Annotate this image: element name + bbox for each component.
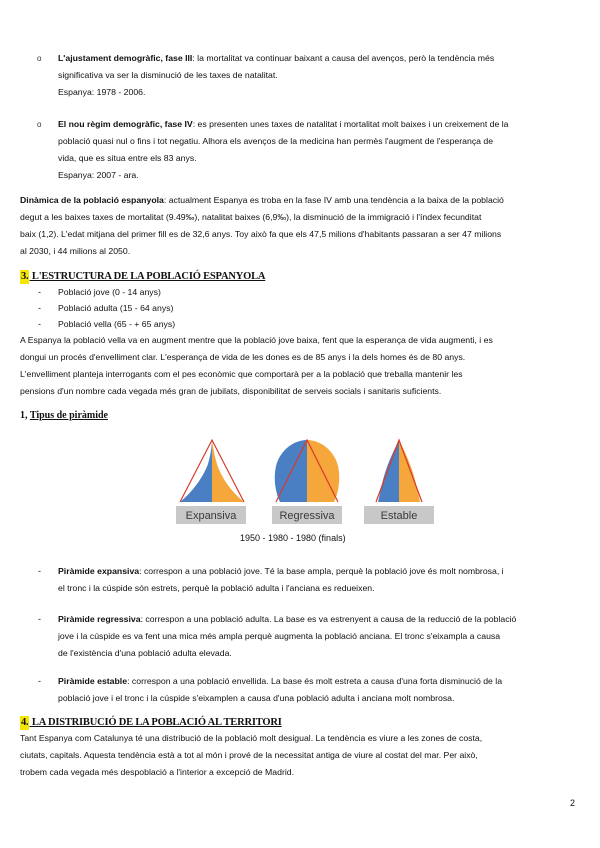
- dinamica-text-3: baix (1,2). L'edat mitjana del primer fill es de 32,6 anys. Toy això fa que els 47,5 milions d'habitants passaran a ser 47 milions: [20, 229, 502, 239]
- type-regressiva-title: Piràmide regressiva: [58, 614, 141, 624]
- phase-iv-title: El nou règim demogràfic, fase IV: [58, 119, 193, 129]
- list-dash: -: [38, 676, 41, 686]
- section-3-title: L'ESTRUCTURA DE LA POBLACIÓ ESPANYOLA: [29, 271, 266, 282]
- phase-iii-title: L'ajustament demogràfic, fase III: [58, 53, 193, 63]
- phase-iv-text-3: vida, que es situa entre els 83 anys.: [58, 153, 197, 163]
- page-number: 2: [570, 798, 576, 808]
- pyramid-types-title: Tipus de piràmide: [29, 410, 108, 421]
- type-estable-item: [58, 673, 588, 707]
- pyramid-types-heading: [20, 409, 108, 423]
- type-expansiva-text: : correspon a una població jove. Té la base ampla, perquè la població jove és molt nombrosa, i: [139, 566, 504, 576]
- type-estable-title: Piràmide estable: [58, 676, 128, 686]
- phase-iv-text: : es presenten unes taxes de natalitat i mortalitat molt baixes i un creixement de la: [192, 119, 509, 129]
- section-4-text-2: ciutats, capitals. Aquesta tendència està a tot al món i prové de la necessitat antiga de viure al costat del mar. Per això,: [20, 750, 478, 760]
- figure-caption: 1950 - 1980 - 1980 (finals): [240, 533, 346, 543]
- regressiva-label: Regressiva: [279, 510, 335, 522]
- section-3-heading: [20, 270, 265, 284]
- expansiva-pyramid: [180, 440, 244, 502]
- phase-iii-text-2: significativa va ser la disminució de les taxes de natalitat.: [58, 70, 278, 80]
- section-3-number: 3.: [21, 271, 29, 282]
- list-dash: -: [38, 287, 41, 297]
- type-expansiva-title: Piràmide expansiva: [58, 566, 140, 576]
- type-regressiva-text-3: de l'existència d'una població adulta elevada.: [58, 648, 232, 658]
- type-estable-text: : correspon a una població envellida. La base és molt estreta a causa d'una forta disminució de la: [127, 676, 503, 686]
- phase-iii-years: Espanya: 1978 - 2006.: [58, 87, 146, 97]
- list-item: Població jove (0 - 14 anys): [58, 287, 161, 297]
- dinamica-text: : actualment Espanya es troba en la fase IV amb una tendència a la baixa de la població: [163, 195, 504, 205]
- section-3-text-2: dongui un procés d'envelliment clar. L'esperança de vida de les dones es de 85 anys i la dels homes és de 80 anys.: [20, 352, 466, 362]
- dinamica-paragraph: [20, 192, 580, 260]
- estable-pyramid: [376, 440, 422, 502]
- dinamica-title: Dinàmica de la població espanyola: [20, 195, 164, 205]
- section-4-number: 4.: [21, 717, 29, 728]
- expansiva-label: Expansiva: [185, 510, 237, 522]
- list-item: Població adulta (15 - 64 anys): [58, 303, 174, 313]
- type-expansiva-item: [58, 563, 588, 597]
- section-4-title: LA DISTRIBUCIÓ DE LA POBLACIÓ AL TERRITORI: [29, 717, 282, 728]
- section-4-text-1: Tant Espanya com Catalunya té una distribució de la població molt desigual. La tendència es viure a les zones de costa,: [20, 733, 483, 743]
- list-dash: -: [38, 303, 41, 313]
- dinamica-text-4: al 2030, i 44 milions al 2050.: [20, 246, 131, 256]
- pyramid-figure: [172, 436, 442, 526]
- list-dash: -: [38, 319, 41, 329]
- section-3-paragraph: [20, 332, 585, 400]
- section-4-paragraph: [20, 730, 585, 781]
- section-4-text-3: trobem cada vegada més despoblació a l'interior a excepció de Madrid.: [20, 767, 295, 777]
- phase-iv-item: [58, 116, 578, 184]
- type-regressiva-text-2: jove i la cúspide es va fent una mica més ampla perquè augmenta la població anciana. El tronc s'eixampla a causa: [58, 631, 501, 641]
- pyramid-types-number: 1,: [20, 410, 28, 421]
- type-estable-text-2: població jove i el tronc i la cúspide s'eixamplen a causa d'una població adulta i anciana molt nombrosa.: [58, 693, 455, 703]
- bullet-circle: o: [37, 54, 42, 63]
- phase-iv-years: Espanya: 2007 - ara.: [58, 170, 139, 180]
- section-3-text-4: pensions d'un nombre cada vegada més gran de jubilats, disponibilitat de serveis socials i sanitaris suficients.: [20, 386, 442, 396]
- section-3-text-1: A Espanya la població vella va en augment mentre que la població jove baixa, fent que la esperança de vida augmenti, i es: [20, 335, 493, 345]
- estable-label: Estable: [380, 510, 418, 522]
- dinamica-text-2: degut a les baixes taxes de mortalitat (9.49‰), natalitat baixes (6,9‰), la disminució de la immigració i l'índex fecunditat: [20, 212, 482, 222]
- phase-iv-text-2: població quasi nul o fins i tot negatiu. Alhora els avenços de la medicina han permès l'augment de l'esperança de: [58, 136, 494, 146]
- bullet-circle: o: [37, 120, 42, 129]
- list-item: Població vella (65 - + 65 anys): [58, 319, 176, 329]
- regressiva-pyramid: [275, 440, 339, 502]
- list-dash: -: [38, 614, 41, 624]
- type-regressiva-text: : correspon a una població adulta. La base es va estrenyent a causa de la reducció de la població: [140, 614, 517, 624]
- section-4-heading: [20, 716, 282, 730]
- type-regressiva-item: [58, 611, 588, 662]
- phase-iii-text: : la mortalitat va continuar baixant a causa del avenços, però la tendència més: [192, 53, 495, 63]
- list-dash: -: [38, 566, 41, 576]
- type-expansiva-text-2: el tronc i la cúspide són estrets, perquè la població adulta i l'anciana es redueixen.: [58, 583, 375, 593]
- phase-iii-item: [58, 50, 568, 101]
- section-3-text-3: L'envelliment planteja interrogants com el pes econòmic que comportarà per a la població que treballa mantenir les: [20, 369, 463, 379]
